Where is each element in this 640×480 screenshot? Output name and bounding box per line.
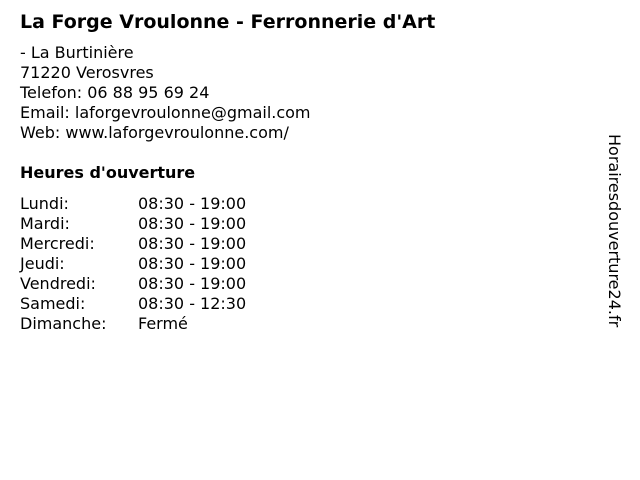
time-value: 08:30 - 19:00 (138, 254, 247, 273)
city-line: 71220 Verosvres (20, 63, 154, 82)
day-label: Vendredi: (20, 274, 96, 293)
business-title: La Forge Vroulonne - Ferronnerie d'Art (20, 11, 436, 33)
watermark-text: Horairesdouverture24.fr (605, 134, 624, 328)
time-value: 08:30 - 19:00 (138, 214, 247, 233)
time-value: 08:30 - 19:00 (138, 234, 247, 253)
day-label: Mardi: (20, 214, 70, 233)
address-block (20, 43, 311, 143)
day-label: Mercredi: (20, 234, 95, 253)
day-label: Jeudi: (20, 254, 65, 273)
email-line: Email: laforgevroulonne@gmail.com (20, 103, 311, 122)
day-label: Samedi: (20, 294, 86, 313)
street-line: - La Burtinière (20, 43, 134, 62)
time-value: 08:30 - 12:30 (138, 294, 247, 313)
day-label: Lundi: (20, 194, 69, 213)
time-value: 08:30 - 19:00 (138, 194, 247, 213)
website-line: Web: www.laforgevroulonne.com/ (20, 123, 289, 142)
time-value: Fermé (138, 314, 188, 333)
time-value: 08:30 - 19:00 (138, 274, 247, 293)
phone-line: Telefon: 06 88 95 69 24 (20, 83, 210, 102)
opening-hours-heading: Heures d'ouverture (20, 163, 196, 182)
day-label: Dimanche: (20, 314, 107, 333)
